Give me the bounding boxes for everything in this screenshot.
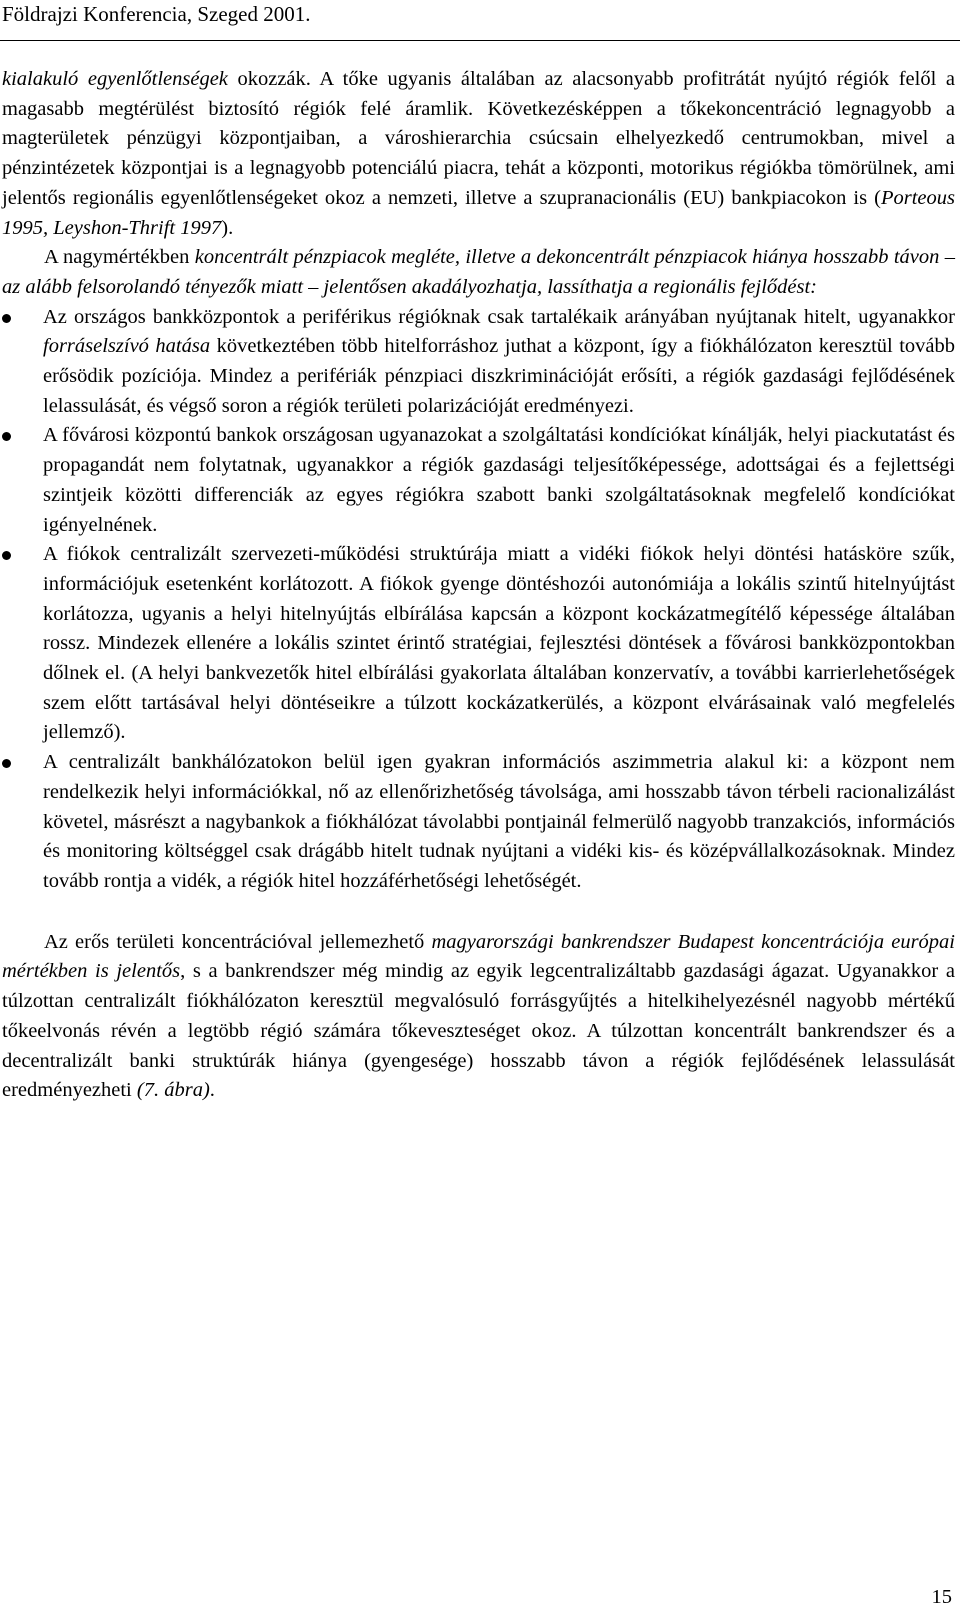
bullet-dot-icon <box>2 314 11 323</box>
paragraph-1 <box>2 65 955 243</box>
paragraph-spacer <box>2 897 955 928</box>
paragraph-1-italic-lead: kialakuló egyenlőtlenségek <box>2 68 228 90</box>
bullet-item-3 <box>2 540 955 748</box>
paragraph-3-lead: Az erős területi koncentrációval jellemezhető <box>44 930 432 953</box>
paragraph-2-italic: koncentrált pénzpiacok megléte, illetve a dekoncentrált pénzpiacok hiánya hosszabb távon – az alább felsorolandó tényezők miatt – jelentősen akadályozhatja, lassíthatja a regionális fejlődést: <box>2 246 956 298</box>
bullet-dot-icon <box>2 551 11 560</box>
header-title: Földrajzi Konferencia, Szeged 2001. <box>2 2 311 26</box>
paragraph-1-citation: Porteous 1995, Leyshon-Thrift 1997 <box>2 186 955 239</box>
bullet-1-text: Az országos bankközpontok a periférikus régióknak csak tartalékaik arányában nyújtanak hitelt, ugyanakkor <box>43 305 955 328</box>
paragraph-2-lead: A nagymértékben <box>44 246 195 269</box>
paragraph-3-end: . <box>209 1079 215 1102</box>
paragraph-2 <box>2 243 955 302</box>
figure-reference: (7. ábra) <box>136 1079 210 1102</box>
bullet-2-text: A fővárosi központú bankok országosan ugyanazokat a szolgáltatási kondíciókat kínálják, helyi piackutatást és propagandát nem folytatnak, ugyanakkor a régiók gazdasági teljesítőképessége, adottságai és a fejlettségi szintjeik közötti differenciák az egyes régiókra szabott banki szolgáltatásoknak megfelelő kondíciókat igényelnének. <box>43 424 955 536</box>
bullet-item-4 <box>2 748 955 897</box>
paragraph-3-text: , s a bankrendszer még mindig az egyik legcentralizáltabb gazdasági ágazat. Ugyanakkor a túlzottan centralizált fiókhálózaton keresztül megvalósuló forrásgyűjtés a hitelkihelyezésnél nagyobb mértékű tőkeelvonás révén a legtöbb régió számára tőkeveszteséget okoz. A túlzottan koncentrált bankrendszer és a decentralizált banki struktúrák hiánya (gyengesége) hosszabb távon a régiók fejlődésének lelassulását eredményezheti <box>2 960 955 1102</box>
bullet-item-1 <box>2 303 955 422</box>
bullet-1-text-cont: következtében több hitelforráshoz juthat a központ, így a fiókhálózaton keresztül tovább erősödik pozíciója. Mindez a perifériák pénzpiaci diszkriminációját erősíti, a régiók gazdasági fejlődésének lelassulását, és végső soron a régiók területi polarizációját eredményezi. <box>43 335 955 417</box>
paragraph-1-text: okozzák. A tőke ugyanis általában az alacsonyabb profitrátát nyújtó régiók felől a magasabb megtérülést biztosító régiók felé áramlik. Következésképpen a tőkekoncentráció legnagyobb a magterületek pénzügyi központjaiban, a városhierarchia csúcsain elhelyezkedő centrumokban, mivel a pénzintézetek központjai is a legnagyobb potenciálú piacra, tehát a központi, motorikus régiókba tömörülnek, ami jelentős regionális egyenlőtlenségeket okoz a nemzeti, illetve a szupranacionális (EU) bankpiacokon is ( <box>2 68 955 209</box>
bullet-4-text: A centralizált bankhálózatokon belül igen gyakran információs aszimmetria alakul ki: a központ nem rendelkezik helyi információkkal, nő az ellenőrizhetőség távolsága, ami hosszabb távon térbeli racionalizálást követel, másrészt a nagybankok a fiókhálózat távolabbi pontjainál felmerülő nagyobb tranzakciós, információs és monitoring költséggel csak drágább hitelt tudnak nyújtani a vidéki kis- és középvállalkozásoknak. Mindez tovább rontja a vidék, a régiók hitel hozzáférhetőségi lehetőségét. <box>43 751 955 892</box>
bullet-dot-icon <box>2 759 11 768</box>
bullet-3-text: A fiókok centralizált szervezeti-működési struktúrája miatt a vidéki fiókok helyi döntési hatásköre szűk, információjuk esetenként korlátozott. A fiókok gyenge döntéshozói autonómiája a lokális szintű hitelnyújtást korlátozza, ugyanis a helyi hitelnyújtás elbírálása kapcsán a központ kockázatmegítélő képessége általában rossz. Mindezek ellenére a lokális szintet érintő stratégiai, fejlesztési döntések a fővárosi bankközpontokban dőlnek el. (A helyi bankvezetők hitel elbírálási gyakorlata általában konzervatív, a további karrierlehetőségek szem előtt tartásával helyi döntéseikre a túlzott kockázatkerülés, a központ elvárásainak való megfelelés jellemző). <box>43 543 955 744</box>
running-header <box>0 0 960 41</box>
paragraph-3 <box>2 928 955 1106</box>
paragraph-1-end: ). <box>221 216 234 239</box>
paragraph-3-italic: magyarországi bankrendszer Budapest koncentrációja európai mértékben is jelentős <box>2 930 955 983</box>
bullet-item-2 <box>2 421 955 540</box>
page-number: 15 <box>931 1586 952 1608</box>
bullet-dot-icon <box>2 432 11 441</box>
page-body <box>2 65 955 1106</box>
bullet-1-italic: forráselszívó hatása <box>43 335 211 358</box>
bullet-list <box>2 303 955 897</box>
